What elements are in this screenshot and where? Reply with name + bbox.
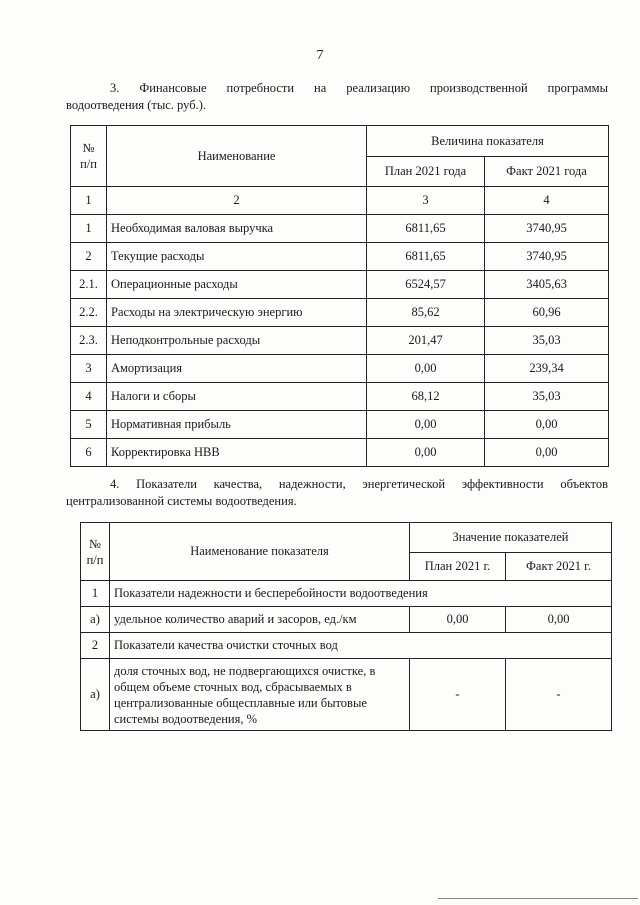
row-plan: - — [410, 659, 506, 731]
header-plan: План 2021 г. — [410, 553, 506, 581]
section-3-heading-line1: 3. Финансовые потребности на реализацию производственной программы — [110, 81, 608, 95]
row-plan: 0,00 — [410, 607, 506, 633]
table-row — [71, 411, 609, 439]
table-row — [71, 327, 609, 355]
col-number: 4 — [485, 187, 609, 215]
table-row — [71, 383, 609, 411]
section-4-heading-line2: централизованной системы водоотведения. — [66, 494, 297, 508]
row-name: Операционные расходы — [107, 271, 367, 299]
table-row — [81, 607, 612, 633]
row-name: Необходимая валовая выручка — [107, 215, 367, 243]
quality-indicators-table — [80, 522, 612, 731]
row-num: 5 — [71, 411, 107, 439]
row-num: 4 — [71, 383, 107, 411]
financial-needs-table — [70, 125, 609, 467]
row-name: доля сточных вод, не подвергающихся очистке, в общем объеме сточных вод, сбрасываемых в централизованные общесплавные или бытовые системы водоотведения, % — [110, 659, 410, 731]
row-fact: 0,00 — [506, 607, 612, 633]
group-num: 2 — [81, 633, 110, 659]
row-name: Текущие расходы — [107, 243, 367, 271]
row-num: 2.2. — [71, 299, 107, 327]
section-3-heading-line2: водоотведения (тыс. руб.). — [66, 98, 207, 112]
row-num: а) — [81, 659, 110, 731]
row-plan: 0,00 — [367, 355, 485, 383]
row-num: 6 — [71, 439, 107, 467]
group-row — [81, 581, 612, 607]
header-value-group: Величина показателя — [367, 126, 609, 157]
header-value-group: Значение показателей — [410, 523, 612, 553]
section-4-heading-line1: 4. Показатели качества, надежности, энергетической эффективности объектов — [110, 477, 608, 491]
row-name: Налоги и сборы — [107, 383, 367, 411]
row-fact: 3740,95 — [485, 215, 609, 243]
section-3-heading — [66, 80, 608, 114]
table-row — [71, 439, 609, 467]
row-fact: 3740,95 — [485, 243, 609, 271]
table-row — [71, 355, 609, 383]
row-fact: 239,34 — [485, 355, 609, 383]
row-plan: 6811,65 — [367, 243, 485, 271]
row-fact: - — [506, 659, 612, 731]
column-number-row — [71, 187, 609, 215]
row-name: Неподконтрольные расходы — [107, 327, 367, 355]
header-num: № п/п — [81, 523, 110, 581]
group-num: 1 — [81, 581, 110, 607]
row-name: Нормативная прибыль — [107, 411, 367, 439]
group-title: Показатели качества очистки сточных вод — [110, 633, 612, 659]
row-plan: 201,47 — [367, 327, 485, 355]
row-plan: 68,12 — [367, 383, 485, 411]
row-fact: 60,96 — [485, 299, 609, 327]
page-number: 7 — [316, 48, 324, 63]
row-plan: 0,00 — [367, 411, 485, 439]
row-fact: 3405,63 — [485, 271, 609, 299]
row-fact: 35,03 — [485, 327, 609, 355]
col-number: 3 — [367, 187, 485, 215]
row-num: 1 — [71, 215, 107, 243]
group-title: Показатели надежности и бесперебойности водоотведения — [110, 581, 612, 607]
row-fact: 0,00 — [485, 411, 609, 439]
row-num: а) — [81, 607, 110, 633]
row-fact: 0,00 — [485, 439, 609, 467]
header-fact: Факт 2021 г. — [506, 553, 612, 581]
page-edge-line — [438, 898, 638, 899]
row-num: 2 — [71, 243, 107, 271]
table-row — [71, 271, 609, 299]
col-number: 2 — [107, 187, 367, 215]
table-row — [71, 299, 609, 327]
table-row — [71, 243, 609, 271]
table-row — [71, 215, 609, 243]
col-number: 1 — [71, 187, 107, 215]
row-fact: 35,03 — [485, 383, 609, 411]
header-fact: Факт 2021 года — [485, 157, 609, 187]
row-name: Корректировка НВВ — [107, 439, 367, 467]
table-row — [81, 659, 612, 731]
row-name: удельное количество аварий и засоров, ед./км — [110, 607, 410, 633]
row-num: 2.1. — [71, 271, 107, 299]
row-name: Амортизация — [107, 355, 367, 383]
header-name: Наименование показателя — [110, 523, 410, 581]
row-plan: 85,62 — [367, 299, 485, 327]
group-row — [81, 633, 612, 659]
row-num: 3 — [71, 355, 107, 383]
header-plan: План 2021 года — [367, 157, 485, 187]
header-num: № п/п — [71, 126, 107, 187]
row-plan: 6811,65 — [367, 215, 485, 243]
section-4-heading — [66, 476, 608, 510]
row-plan: 0,00 — [367, 439, 485, 467]
header-name: Наименование — [107, 126, 367, 187]
row-name: Расходы на электрическую энергию — [107, 299, 367, 327]
row-plan: 6524,57 — [367, 271, 485, 299]
row-num: 2.3. — [71, 327, 107, 355]
